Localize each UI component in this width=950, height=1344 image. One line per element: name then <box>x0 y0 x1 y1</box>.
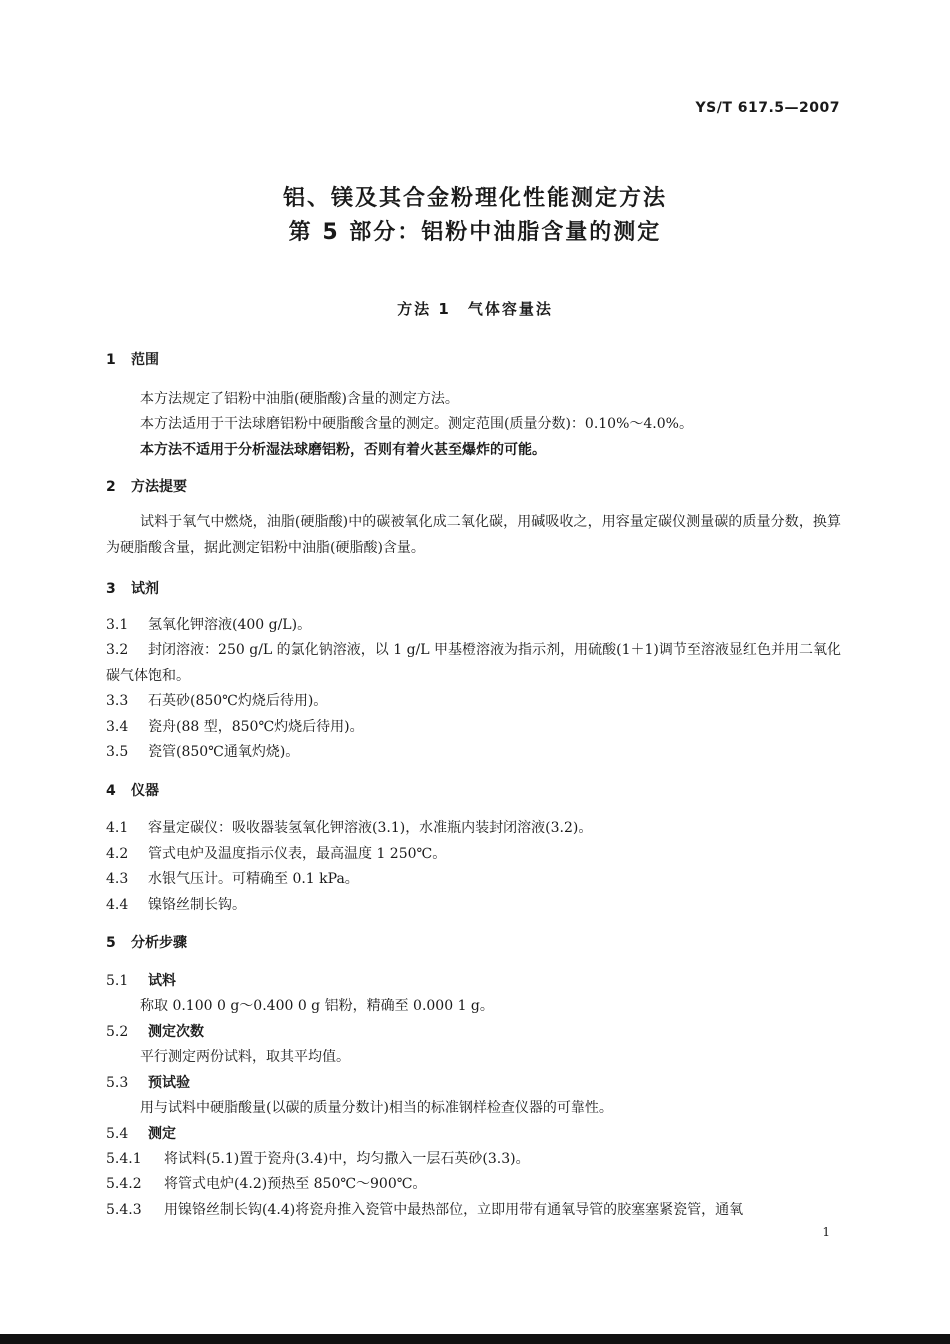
s4-item-2 <box>106 843 446 863</box>
s4-item-3 <box>106 868 359 888</box>
s2-paragraph-1: 试料于氧气中燃烧，油脂(硬脂酸)中的碳被氧化成二氧化碳，用碱吸收之，用容量定碳仪测量碳的质量分数，换算为硬脂酸含量，据此测定铝粉中油脂(硬脂酸)含量。 <box>106 514 841 556</box>
document-title-line2: 第 5 部分：铝粉中油脂含量的测定 <box>288 220 662 245</box>
s5-4-2-item <box>106 1173 426 1193</box>
s3-item-3 <box>106 690 327 710</box>
item-text: 水银气压计。可精确至 0.1 kPa。 <box>148 871 359 887</box>
subsection-title: 测定次数 <box>148 1024 204 1040</box>
item-number: 5.3 <box>106 1075 129 1091</box>
subsection-title: 预试验 <box>148 1075 190 1091</box>
item-number: 5.1 <box>106 973 129 989</box>
s4-item-1 <box>106 817 592 837</box>
item-text: 瓷舟(88 型，850℃灼烧后待用)。 <box>148 719 364 735</box>
s5-2-heading <box>106 1021 204 1041</box>
section-4-heading <box>106 780 159 800</box>
subsection-title: 试料 <box>148 973 176 989</box>
section-number: 3 <box>106 581 116 597</box>
s5-2-text: 平行测定两份试料，取其平均值。 <box>140 1049 350 1065</box>
item-number: 5.4 <box>106 1126 129 1142</box>
s3-item-1 <box>106 614 311 634</box>
item-number: 3.3 <box>106 693 129 709</box>
subsection-title: 测定 <box>148 1126 176 1142</box>
item-number: 5.2 <box>106 1024 129 1040</box>
section-title: 分析步骤 <box>131 935 187 951</box>
section-2-heading <box>106 476 187 496</box>
section-title: 范围 <box>131 352 159 368</box>
item-text: 封闭溶液：250 g/L 的氯化钠溶液，以 1 g/L 甲基橙溶液为指示剂，用硫酸(1＋1)调节至溶液显红色并用二氧化碳气体饱和。 <box>106 642 841 684</box>
item-text: 管式电炉及温度指示仪表，最高温度 1 250℃。 <box>148 846 447 862</box>
item-text: 将管式电炉(4.2)预热至 850℃～900℃。 <box>164 1176 427 1192</box>
item-text: 镍铬丝制长钩。 <box>148 897 246 913</box>
s3-item-5 <box>106 741 299 761</box>
section-number: 5 <box>106 935 116 951</box>
item-number: 4.4 <box>106 897 129 913</box>
s3-item-4 <box>106 716 364 736</box>
section-title: 方法提要 <box>131 479 187 495</box>
section-number: 2 <box>106 479 116 495</box>
s4-item-4 <box>106 894 246 914</box>
item-number: 5.4.1 <box>106 1151 142 1167</box>
section-5-heading <box>106 932 187 952</box>
s5-1-heading <box>106 970 176 990</box>
bottom-border <box>0 1334 950 1344</box>
s5-1-text: 称取 0.100 0 g～0.400 0 g 铝粉，精确至 0.000 1 g。 <box>140 998 494 1014</box>
s1-paragraph-3-warning: 本方法不适用于分析湿法球磨铝粉，否则有着火甚至爆炸的可能。 <box>140 442 546 458</box>
section-number: 1 <box>106 352 116 368</box>
item-text: 瓷管(850℃通氧灼烧)。 <box>148 744 300 760</box>
s5-4-3-item <box>106 1199 743 1219</box>
item-text: 氢氧化钾溶液(400 g/L)。 <box>148 617 312 633</box>
s5-4-heading <box>106 1123 176 1143</box>
s3-item-2 <box>106 637 841 689</box>
document-title-line1: 铝、镁及其合金粉理化性能测定方法 <box>282 186 667 211</box>
item-text: 容量定碳仪：吸收器装氢氧化钾溶液(3.1)，水准瓶内装封闭溶液(3.2)。 <box>148 820 593 836</box>
item-number: 3.4 <box>106 719 129 735</box>
item-number: 4.3 <box>106 871 129 887</box>
method-heading: 方法 1 气体容量法 <box>397 300 553 318</box>
item-number: 5.4.3 <box>106 1202 142 1218</box>
standard-code: YS/T 617.5—2007 <box>695 100 840 116</box>
item-number: 3.5 <box>106 744 129 760</box>
s1-paragraph-1: 本方法规定了铝粉中油脂(硬脂酸)含量的测定方法。 <box>140 391 459 407</box>
item-text: 石英砂(850℃灼烧后待用)。 <box>148 693 328 709</box>
section-1-heading <box>106 349 159 369</box>
item-number: 3.1 <box>106 617 129 633</box>
s1-paragraph-2: 本方法适用于干法球磨铝粉中硬脂酸含量的测定。测定范围(质量分数)：0.10%～4.0%。 <box>140 416 693 432</box>
item-text: 用镍铬丝制长钩(4.4)将瓷舟推入瓷管中最热部位，立即用带有通氧导管的胶塞塞紧瓷管，通氧 <box>164 1202 744 1218</box>
item-number: 4.1 <box>106 820 129 836</box>
item-number: 4.2 <box>106 846 129 862</box>
s5-4-1-item <box>106 1148 530 1168</box>
s5-3-heading <box>106 1072 190 1092</box>
item-number: 3.2 <box>106 642 129 658</box>
section-title: 试剂 <box>131 581 159 597</box>
section-3-heading <box>106 578 159 598</box>
s5-3-text: 用与试料中硬脂酸量(以碳的质量分数计)相当的标准钢样检查仪器的可靠性。 <box>140 1100 613 1116</box>
section-number: 4 <box>106 783 116 799</box>
section-title: 仪器 <box>131 783 159 799</box>
item-number: 5.4.2 <box>106 1176 142 1192</box>
page-number: 1 <box>822 1225 830 1239</box>
item-text: 将试料(5.1)置于瓷舟(3.4)中，均匀撒入一层石英砂(3.3)。 <box>164 1151 530 1167</box>
